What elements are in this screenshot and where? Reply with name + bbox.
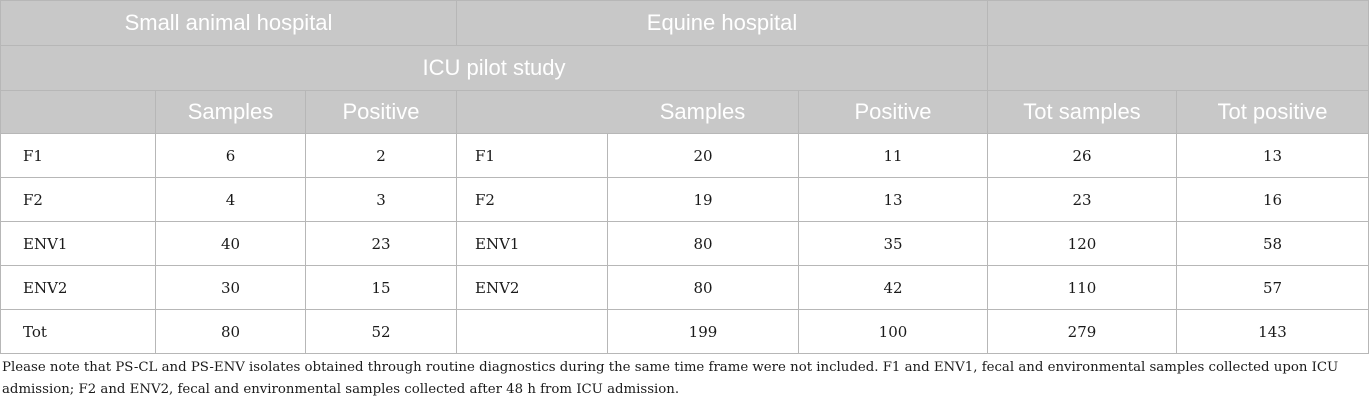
tot-positive-cell: 58 [1177, 222, 1369, 266]
positive-header: Positive [306, 91, 457, 134]
equine-samples-cell: 80 [608, 222, 799, 266]
small-animal-positive-cell: 15 [306, 266, 457, 310]
table-row [1, 310, 1369, 354]
equine-positive-cell: 11 [799, 134, 988, 178]
row-label: ENV1 [1, 222, 156, 266]
small-animal-positive-cell: 52 [306, 310, 457, 354]
tot-samples-cell: 26 [988, 134, 1177, 178]
equine-samples-cell: 199 [608, 310, 799, 354]
equine-row-label: F1 [457, 134, 608, 178]
small-animal-samples-cell: 6 [156, 134, 306, 178]
header-row-study [1, 46, 1369, 91]
row-label: F2 [1, 178, 156, 222]
tot-positive-cell: 143 [1177, 310, 1369, 354]
tot-samples-cell: 279 [988, 310, 1177, 354]
header-row-columns [1, 91, 1369, 134]
blank-header-cell [988, 1, 1369, 46]
tot-samples-cell: 120 [988, 222, 1177, 266]
small-animal-positive-cell: 3 [306, 178, 457, 222]
equine-positive-cell: 100 [799, 310, 988, 354]
small-animal-samples-cell: 40 [156, 222, 306, 266]
equine-samples-header: Samples [457, 91, 799, 134]
small-animal-positive-cell: 23 [306, 222, 457, 266]
tot-samples-header: Tot samples [988, 91, 1177, 134]
small-animal-samples-cell: 80 [156, 310, 306, 354]
equine-row-label: F2 [457, 178, 608, 222]
header-row-hospitals [1, 1, 1369, 46]
equine-row-label: ENV2 [457, 266, 608, 310]
small-animal-samples-cell: 30 [156, 266, 306, 310]
tot-positive-cell: 16 [1177, 178, 1369, 222]
row-label: ENV2 [1, 266, 156, 310]
tot-samples-cell: 23 [988, 178, 1177, 222]
small-animal-samples-cell: 4 [156, 178, 306, 222]
table-row [1, 266, 1369, 310]
table-row [1, 178, 1369, 222]
samples-header: Samples [156, 91, 306, 134]
table-row [1, 222, 1369, 266]
equine-positive-cell: 42 [799, 266, 988, 310]
equine-row-label [457, 310, 608, 354]
row-label: Tot [1, 310, 156, 354]
tot-positive-cell: 13 [1177, 134, 1369, 178]
equine-positive-cell: 13 [799, 178, 988, 222]
table-row [1, 134, 1369, 178]
equine-positive-cell: 35 [799, 222, 988, 266]
icu-pilot-study-header: ICU pilot study [1, 46, 988, 91]
tot-positive-header: Tot positive [1177, 91, 1369, 134]
table-footnote: Please note that PS-CL and PS-ENV isolates obtained through routine diagnostics during the same time frame were not included. F1 and ENV1, fecal and environmental samples collected upon ICU admission; F2 and ENV2, fecal and environmental samples collected after 48 h from ICU admission. [2, 360, 1339, 397]
equine-row-label: ENV1 [457, 222, 608, 266]
equine-samples-cell: 20 [608, 134, 799, 178]
equine-samples-cell: 19 [608, 178, 799, 222]
row-label: F1 [1, 134, 156, 178]
equine-samples-cell: 80 [608, 266, 799, 310]
small-animal-positive-cell: 2 [306, 134, 457, 178]
blank-header-cell [1, 91, 156, 134]
tot-samples-cell: 110 [988, 266, 1177, 310]
equine-positive-header: Positive [799, 91, 988, 134]
equine-hospital-header: Equine hospital [457, 1, 988, 46]
small-animal-hospital-header: Small animal hospital [1, 1, 457, 46]
tot-positive-cell: 57 [1177, 266, 1369, 310]
blank-header-cell [988, 46, 1369, 91]
